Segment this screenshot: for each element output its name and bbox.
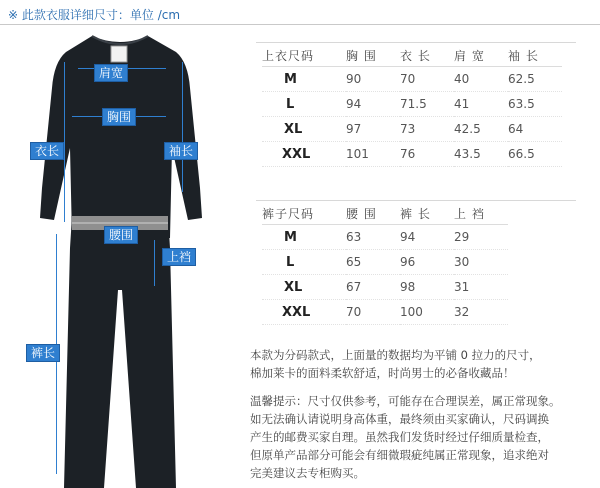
table-header: 衣 长 — [400, 44, 454, 67]
size-cell: L — [262, 92, 346, 117]
table-cell: 65 — [346, 250, 400, 275]
tips-line: 温馨提示：尺寸仅供参考，可能存在合理误差，属正常现象。 — [250, 394, 561, 408]
table-cell: 62.5 — [508, 67, 562, 92]
table-header: 胸 围 — [346, 44, 400, 67]
header-divider — [0, 24, 600, 25]
table-cell: 70 — [346, 300, 400, 325]
table-cell: 64 — [508, 117, 562, 142]
size-cell: XXL — [262, 300, 346, 325]
table-cell: 70 — [400, 67, 454, 92]
table-cell: 90 — [346, 67, 400, 92]
table-cell: 98 — [400, 275, 454, 300]
tips-line: 产生的邮费买家自理。虽然我们发货时经过仔细质量检查， — [250, 430, 549, 444]
table-row — [262, 67, 562, 92]
table-cell: 76 — [400, 142, 454, 167]
size-cell: L — [262, 250, 346, 275]
table-row — [262, 300, 508, 325]
hang-tag — [111, 46, 127, 62]
description-line: 本款为分码款式，上面量的数据均为平铺 0 拉力的尺寸， — [250, 348, 541, 362]
table-cell: 67 — [346, 275, 400, 300]
size-cell: M — [262, 225, 346, 250]
product-description — [250, 346, 596, 382]
top-table-rule — [256, 42, 576, 43]
top-size-table — [262, 44, 562, 167]
table-header: 裤 长 — [400, 202, 454, 225]
description-line: 棉加莱卡的面料柔软舒适，时尚男士的必备收藏品！ — [250, 366, 515, 380]
table-cell: 73 — [400, 117, 454, 142]
table-row — [262, 92, 562, 117]
rise-measure-line — [154, 240, 155, 286]
table-cell: 41 — [454, 92, 508, 117]
table-cell: 100 — [400, 300, 454, 325]
table-cell: 63.5 — [508, 92, 562, 117]
pants-table-header-row — [262, 202, 508, 225]
tips-line: 但原单产品部分可能会有细微瑕疵纯属正常现象，追求绝对 — [250, 448, 549, 462]
table-cell: 71.5 — [400, 92, 454, 117]
table-row — [262, 275, 508, 300]
table-header: 袖 长 — [508, 44, 562, 67]
table-cell: 42.5 — [454, 117, 508, 142]
tips-line: 完美建议去专柜购买。 — [250, 466, 365, 480]
table-header: 裤子尺码 — [262, 202, 346, 225]
pants-size-table — [262, 202, 508, 325]
size-cell: XXL — [262, 142, 346, 167]
long-johns-image — [64, 216, 176, 488]
shoulder-label: 肩宽 — [94, 64, 128, 82]
table-cell: 94 — [346, 92, 400, 117]
sleeve-measure-line — [182, 62, 183, 192]
table-cell: 101 — [346, 142, 400, 167]
table-row — [262, 250, 508, 275]
table-row — [262, 117, 562, 142]
size-chart-header — [8, 6, 180, 23]
table-header: 上 裆 — [454, 202, 508, 225]
table-row — [262, 225, 508, 250]
sleeve-label: 袖长 — [164, 142, 198, 160]
table-cell: 97 — [346, 117, 400, 142]
table-cell: 32 — [454, 300, 508, 325]
table-cell: 63 — [346, 225, 400, 250]
table-cell: 31 — [454, 275, 508, 300]
table-header: 上衣尺码 — [262, 44, 346, 67]
header-title: 此款衣服详细尺寸：单位 /cm — [21, 8, 181, 22]
waist-label: 腰围 — [104, 226, 138, 244]
table-row — [262, 142, 562, 167]
header-marker: ※ — [8, 8, 19, 22]
size-cell: M — [262, 67, 346, 92]
size-tips — [250, 392, 596, 482]
garment-illustration — [0, 28, 240, 488]
table-cell: 94 — [400, 225, 454, 250]
size-cell: XL — [262, 275, 346, 300]
size-cell: XL — [262, 117, 346, 142]
rise-label: 上裆 — [162, 248, 196, 266]
top-table-header-row — [262, 44, 562, 67]
table-cell: 29 — [454, 225, 508, 250]
pants-length-label: 裤长 — [26, 344, 60, 362]
table-header: 腰 围 — [346, 202, 400, 225]
length-measure-line — [64, 62, 65, 222]
length-label: 衣长 — [30, 142, 64, 160]
chest-label: 胸围 — [102, 108, 136, 126]
table-cell: 96 — [400, 250, 454, 275]
table-cell: 43.5 — [454, 142, 508, 167]
bottom-table-rule — [256, 200, 576, 201]
table-cell: 40 — [454, 67, 508, 92]
table-cell: 30 — [454, 250, 508, 275]
tips-line: 如无法确认请说明身高体重，最终须由买家确认，尺码调换 — [250, 412, 549, 426]
table-header: 肩 宽 — [454, 44, 508, 67]
table-cell: 66.5 — [508, 142, 562, 167]
